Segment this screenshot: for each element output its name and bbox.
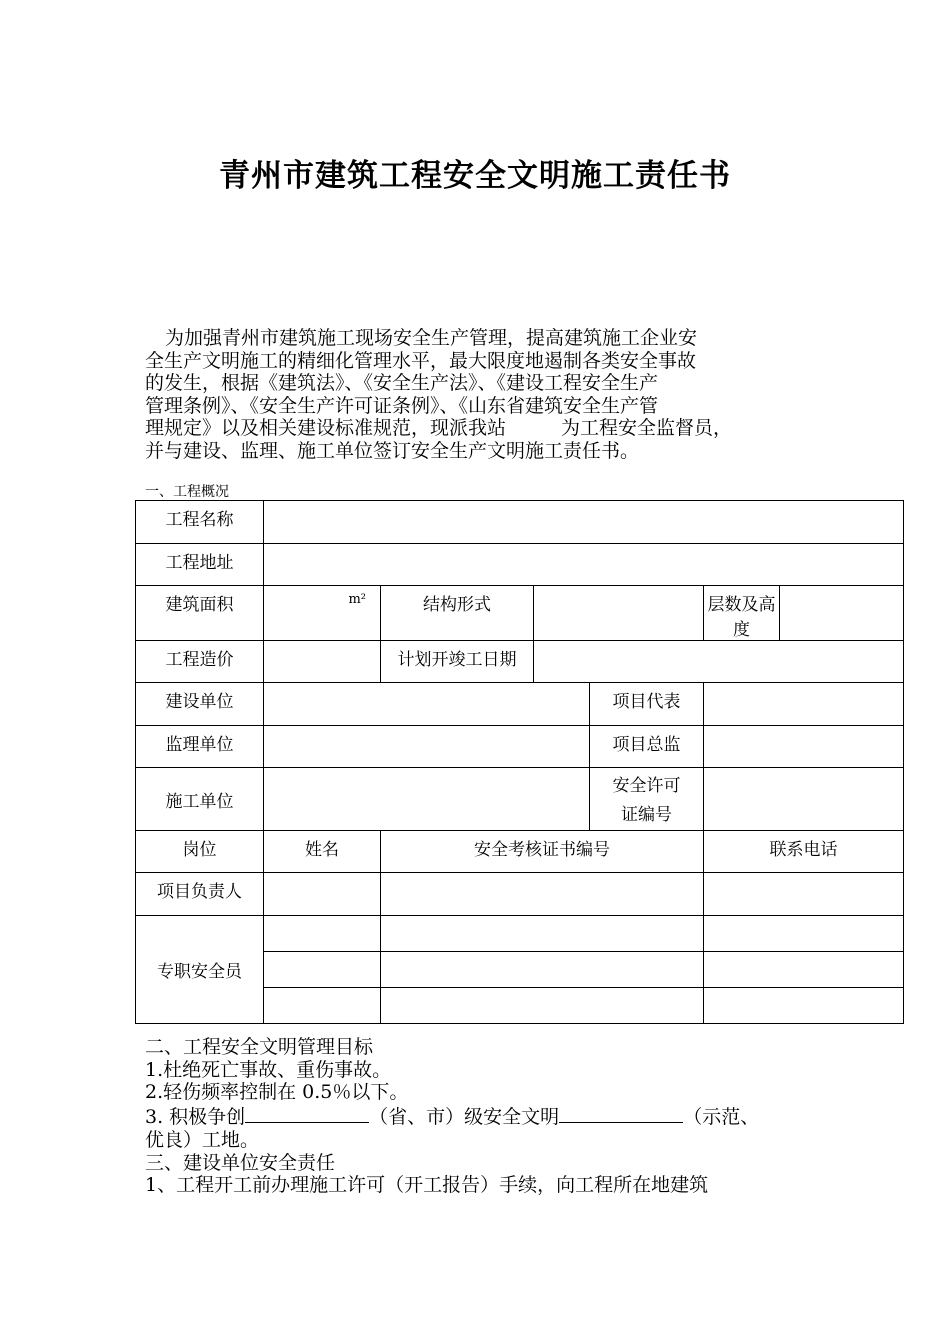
project-manager-cert[interactable] xyxy=(381,873,704,916)
safety-permit-label xyxy=(590,768,704,831)
table-row xyxy=(136,768,904,831)
intro-line: 管理条例》、《安全生产许可证条例》、《山东省建筑安全生产管 xyxy=(145,394,659,417)
table-row xyxy=(136,726,904,768)
award-level-blank[interactable] xyxy=(559,1104,683,1123)
intro-line: 的发生，根据《建筑法》、《安全生产法》、《建设工程安全生产 xyxy=(145,372,659,394)
table-row xyxy=(136,586,904,641)
document-title: 青州市建筑工程安全文明施工责任书 xyxy=(219,158,731,194)
construction-unit-label: 施工单位 xyxy=(136,768,264,831)
owner-unit-value[interactable] xyxy=(264,683,590,726)
intro-line: 并与建设、监理、施工单位签订安全生产文明施工责任书。 xyxy=(145,439,640,462)
floors-height-value[interactable] xyxy=(780,586,904,641)
planned-dates-value[interactable] xyxy=(534,641,904,683)
table-row xyxy=(136,831,904,873)
cert-no-header: 安全考核证书编号 xyxy=(381,831,704,873)
supervision-unit-label: 监理单位 xyxy=(136,726,264,768)
project-name-label: 工程名称 xyxy=(136,501,264,544)
intro-line-part: 为工程安全监督员， xyxy=(561,417,733,439)
project-address-value[interactable] xyxy=(264,544,904,586)
safety-officer-phone[interactable] xyxy=(704,988,904,1024)
project-manager-phone[interactable] xyxy=(704,873,904,916)
project-overview-table xyxy=(135,500,904,1024)
table-row xyxy=(136,873,904,916)
intro-line: 为加强青州市建筑施工现场安全生产管理，提高建筑施工企业安 xyxy=(165,327,698,349)
safety-officer-name[interactable] xyxy=(264,988,381,1024)
table-row xyxy=(136,641,904,683)
safety-officer-cert[interactable] xyxy=(381,988,704,1024)
structure-type-value[interactable] xyxy=(534,586,704,641)
safety-officer-name[interactable] xyxy=(264,952,381,988)
name-header: 姓名 xyxy=(264,831,381,873)
goal-item-part: （示范、 xyxy=(683,1106,760,1129)
goal-item-part: 3. 积极争创 xyxy=(145,1106,246,1129)
building-area-unit: m² xyxy=(264,586,381,641)
phone-header: 联系电话 xyxy=(704,831,904,873)
construction-unit-value[interactable] xyxy=(264,768,590,831)
project-cost-value[interactable] xyxy=(264,641,381,683)
supervision-unit-value[interactable] xyxy=(264,726,590,768)
table-row xyxy=(136,544,904,586)
goal-item-part: （省、市）级安全文明 xyxy=(369,1106,560,1129)
intro-line xyxy=(145,417,820,440)
project-name-value[interactable] xyxy=(264,501,904,544)
section-1-heading: 一、工程概况 xyxy=(145,484,229,500)
project-manager-name[interactable] xyxy=(264,873,381,916)
safety-officer-cert[interactable] xyxy=(381,916,704,952)
owner-unit-label: 建设单位 xyxy=(136,683,264,726)
goal-item: 2.轻伤频率控制在 0.5％以下。 xyxy=(145,1081,409,1104)
project-manager-label: 项目负责人 xyxy=(136,873,264,916)
safety-officer-phone[interactable] xyxy=(704,952,904,988)
goal-item: 优良）工地。 xyxy=(145,1128,260,1151)
section-3-heading: 三、建设单位安全责任 xyxy=(145,1151,336,1174)
structure-type-label: 结构形式 xyxy=(381,586,534,641)
safety-officer-cert[interactable] xyxy=(381,952,704,988)
chief-supervisor-label: 项目总监 xyxy=(590,726,704,768)
chief-supervisor-value[interactable] xyxy=(704,726,904,768)
safety-officer-label: 专职安全员 xyxy=(136,916,264,1024)
safety-permit-label-line: 安全许可 xyxy=(612,776,681,796)
table-row xyxy=(136,683,904,726)
intro-line: 全生产文明施工的精细化管理水平，最大限度地遏制各类安全事故 xyxy=(145,349,697,372)
goal-item xyxy=(145,1104,825,1129)
project-cost-label: 工程造价 xyxy=(136,641,264,683)
table-row xyxy=(136,501,904,544)
safety-permit-value[interactable] xyxy=(704,768,904,831)
safety-officer-phone[interactable] xyxy=(704,916,904,952)
planned-dates-label: 计划开竣工日期 xyxy=(381,641,534,683)
goal-item: 1.杜绝死亡事故、重伤事故。 xyxy=(145,1058,392,1081)
intro-line-part: 理规定》以及相关建设标准规范，现派我站 xyxy=(145,417,507,439)
floors-height-label: 层数及高度 xyxy=(704,586,780,641)
safety-officer-name[interactable] xyxy=(264,916,381,952)
lower-sections xyxy=(145,1036,825,1197)
project-rep-label: 项目代表 xyxy=(590,683,704,726)
section-2-heading: 二、工程安全文明管理目标 xyxy=(145,1036,374,1058)
project-address-label: 工程地址 xyxy=(136,544,264,586)
safety-permit-label-line: 证编号 xyxy=(621,805,672,825)
province-city-blank[interactable] xyxy=(245,1104,369,1123)
responsibility-item: 1、工程开工前办理施工许可（开工报告）手续，向工程所在地建筑 xyxy=(145,1174,709,1197)
intro-paragraph xyxy=(145,327,820,462)
table-row xyxy=(136,916,904,952)
project-rep-value[interactable] xyxy=(704,683,904,726)
building-area-label: 建筑面积 xyxy=(136,586,264,641)
position-header: 岗位 xyxy=(136,831,264,873)
